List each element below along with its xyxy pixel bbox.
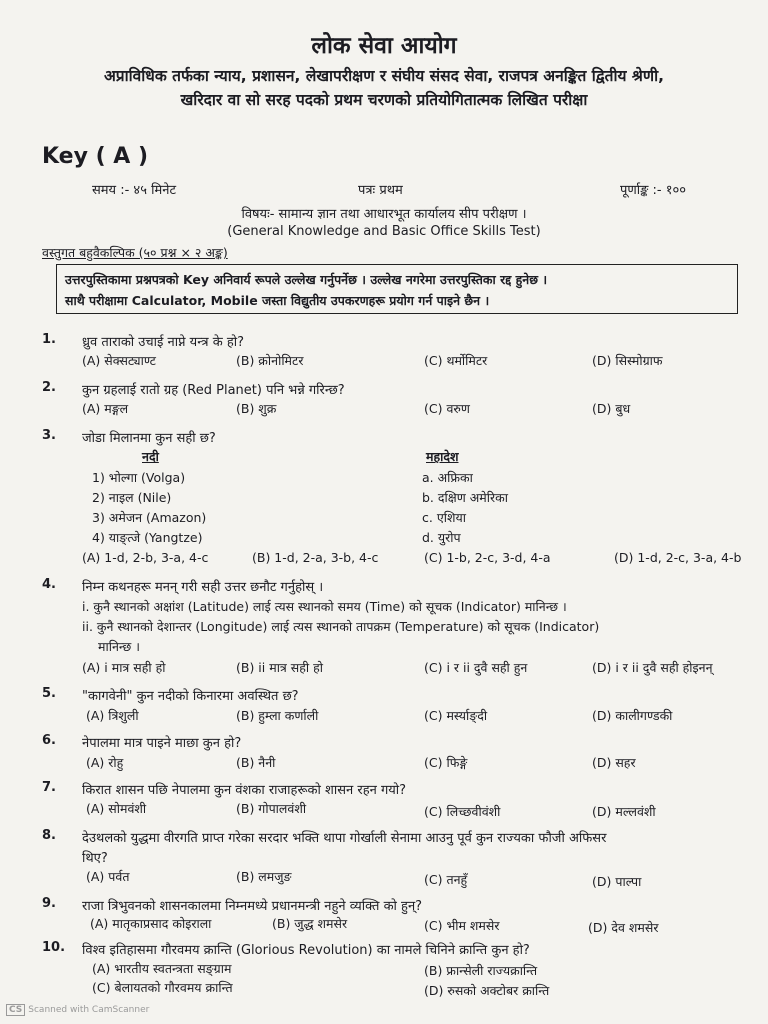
answer-option: (C) फिङ्गे [424,755,468,770]
question-text: देउथलको युद्धमा वीरगति प्राप्त गरेका सरदार भक्ति थापा गोर्खाली सेनामा आउनु पूर्व कुन राज्यका फौजी अफिसर [82,831,607,846]
question-text: कुन ग्रहलाई रातो ग्रह (Red Planet) पनि भन्ने गरिन्छ? [82,383,345,398]
question-number: 10. [42,940,66,955]
answer-option: (C) 1-b, 2-c, 3-d, 4-a [424,550,551,565]
question-text: निम्न कथनहरू मनन् गरी सही उत्तर छनौट गर्नुहोस् । [82,580,324,595]
instructions-box [56,264,738,314]
match-right-header: महादेश [426,449,459,464]
answer-option: (C) थर्मोमिटर [424,353,488,368]
answer-option: (C) i र ii दुवै सही हुन [424,660,528,675]
answer-option: (C) बेलायतको गौरवमय क्रान्ति [92,980,233,995]
match-right-item: d. युरोप [422,530,461,545]
answer-option: (D) रुसको अक्टोबर क्रान्ति [424,983,550,998]
scanner-watermark-text: Scanned with CamScanner [28,1005,150,1015]
answer-option: (D) सिस्मोग्राफ [592,353,663,368]
answer-option: (D) बुध [592,401,631,416]
answer-option: (B) फ्रान्सेली राज्यक्रान्ति [424,963,538,978]
exam-paper-number: पत्रः प्रथम [358,183,403,198]
answer-option: (A) रोहु [86,755,124,770]
answer-option: (B) ii मात्र सही हो [236,660,323,675]
question-number: 2. [42,380,56,395]
answer-option: (D) 1-d, 2-c, 3-a, 4-b [614,550,742,565]
answer-option: (B) क्रोनोमिटर [236,353,304,368]
answer-option: (A) i मात्र सही हो [82,660,166,675]
answer-option: (D) मल्लवंशी [592,804,656,819]
camscanner-icon: CS [6,1004,25,1016]
answer-option: (B) नैनी [236,755,276,770]
match-right-item: b. दक्षिण अमेरिका [422,490,508,505]
answer-option: (D) पाल्पा [592,874,642,889]
exam-time: समय :- ४५ मिनेट [92,183,176,198]
answer-option: (A) मङ्गल [82,401,129,416]
question-number: 6. [42,733,56,748]
question-number: 7. [42,780,56,795]
instruction-line: उत्तरपुस्तिकामा प्रश्नपत्रको Key अनिवार्य रूपले उल्लेख गर्नुपर्नेछ । उल्लेख नगरेमा उत्तरपुस्तिका रद्द हुनेछ । [65,272,548,287]
page-title: लोक सेवा आयोग [311,33,457,59]
match-left-item: 4) याङ्त्जे (Yangtze) [92,530,203,545]
answer-option: (B) हुम्ला कर्णाली [236,708,319,723]
question-text: विश्व इतिहासमा गौरवमय क्रान्ति (Glorious Revolution) का नामले चिनिने क्रान्ति कुन हो? [82,943,530,958]
statement-line: i. कुनै स्थानको अक्षांश (Latitude) लाई त्यस स्थानको समय (Time) को सूचक (Indicator) मानिन्छ । [82,599,567,614]
subject-title: विषयः- सामान्य ज्ञान तथा आधारभूत कार्यालय सीप परीक्षण । [241,207,527,222]
answer-option: (B) लमजुङ [236,869,292,884]
match-left-item: 3) अमेजन (Amazon) [92,510,207,525]
answer-option: (A) त्रिशुली [86,708,139,723]
question-text-continued: थिए? [82,851,108,866]
exam-description-line1: अप्राविधिक तर्फका न्याय, प्रशासन, लेखापरीक्षण र संघीय संसद सेवा, राजपत्र अनङ्कित द्वितीय श्रेणी, [103,67,665,85]
answer-option: (C) भीम शमसेर [424,918,500,933]
answer-option: (A) पर्वत [86,869,130,884]
answer-option: (C) लिच्छवीवंशी [424,804,501,819]
answer-option: (C) वरुण [424,401,470,416]
match-right-item: c. एशिया [422,510,466,525]
answer-option: (D) कालीगण्डकी [592,708,673,723]
answer-option: (B) जुद्ध शमसेर [272,916,348,931]
scanner-watermark [6,1004,149,1016]
match-left-item: 1) भोल्गा (Volga) [92,470,186,485]
question-text: "कागवेनी" कुन नदीको किनारमा अवस्थित छ? [82,689,299,704]
question-text: जोडा मिलानमा कुन सही छ? [82,431,216,446]
answer-option: (B) 1-d, 2-a, 3-b, 4-c [252,550,379,565]
question-number: 5. [42,686,56,701]
subject-title-english: (General Knowledge and Basic Office Skills Test) [227,224,541,239]
match-left-item: 2) नाइल (Nile) [92,490,172,505]
match-right-item: a. अफ्रिका [422,470,473,485]
answer-option: (D) देव शमसेर [588,920,659,935]
answer-option: (A) सेक्सट्याण्ट [82,353,156,368]
question-text: किरात शासन पछि नेपालमा कुन वंशका राजाहरूको शासन रहन गयो? [82,783,407,798]
exam-full-marks: पूर्णाङ्क :- १०० [620,183,686,198]
match-left-header: नदी [142,449,159,464]
answer-option: (A) 1-d, 2-b, 3-a, 4-c [82,550,209,565]
answer-option: (A) सोमवंशी [86,801,147,816]
answer-option: (B) गोपालवंशी [236,801,307,816]
objective-section-label: वस्तुगत बहुवैकल्पिक (५० प्रश्न × २ अङ्क) [42,245,228,260]
answer-option: (D) सहर [592,755,636,770]
statement-line: मानिन्छ । [98,639,140,654]
answer-option: (A) मातृकाप्रसाद कोइराला [90,916,212,931]
question-text: राजा त्रिभुवनको शासनकालमा निम्नमध्ये प्रधानमन्त्री नहुने व्यक्ति को हुन्? [82,899,423,914]
answer-option: (A) भारतीय स्वतन्त्रता सङ्ग्राम [92,961,232,976]
answer-key-label: Key ( A ) [42,144,149,169]
statement-line: ii. कुनै स्थानको देशान्तर (Longitude) लाई त्यस स्थानको तापक्रम (Temperature) को सूचक (Indicator) [82,619,600,634]
answer-option: (D) i र ii दुवै सही होइनन् [592,660,713,675]
question-number: 4. [42,577,56,592]
answer-option: (C) मर्स्याङ्दी [424,708,488,723]
question-number: 8. [42,828,56,843]
exam-description-line2: खरिदार वा सो सरह पदको प्रथम चरणको प्रतियोगितात्मक लिखित परीक्षा [180,91,588,109]
instruction-line: साथै परीक्षामा Calculator, Mobile जस्ता विद्युतीय उपकरणहरू प्रयोग गर्न पाइने छैन । [65,293,490,308]
question-number: 3. [42,428,56,443]
answer-option: (C) तनहुँ [424,872,468,887]
question-number: 9. [42,896,56,911]
question-number: 1. [42,332,56,347]
question-text: नेपालमा मात्र पाइने माछा कुन हो? [82,736,242,751]
answer-option: (B) शुक्र [236,401,277,416]
question-text: ध्रुव ताराको उचाई नाप्ने यन्त्र के हो? [82,335,245,350]
